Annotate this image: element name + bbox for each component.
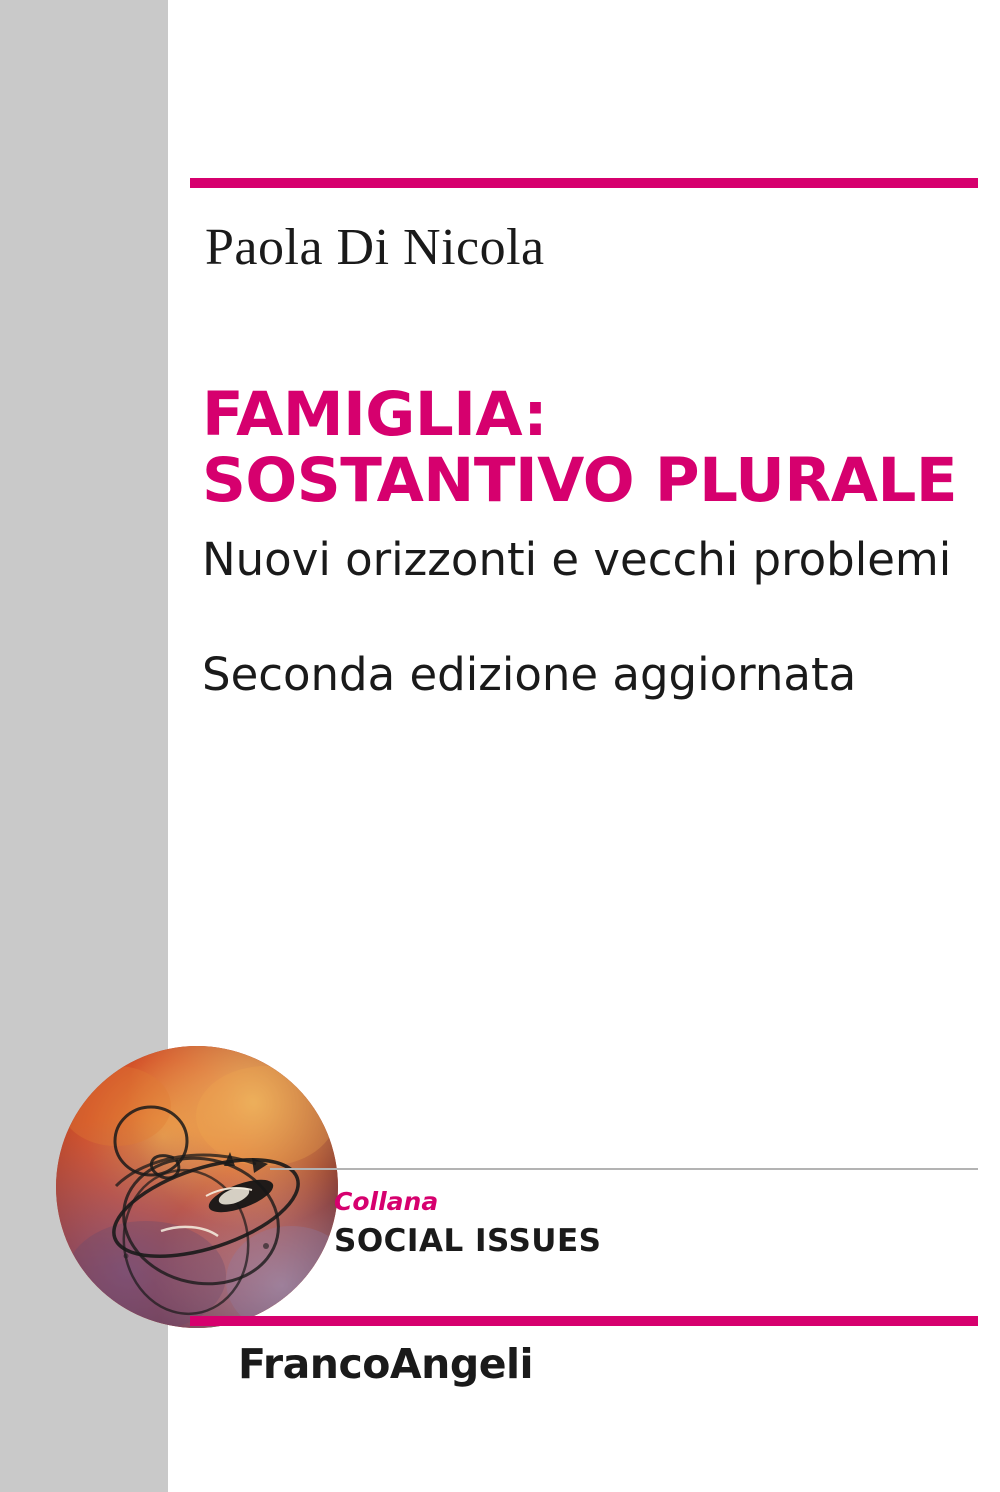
title-line-1: FAMIGLIA: xyxy=(202,379,548,450)
series-divider-rule xyxy=(270,1168,978,1170)
bottom-accent-rule xyxy=(190,1316,978,1326)
series-label: Collana xyxy=(334,1187,439,1216)
series-block xyxy=(334,1186,834,1262)
book-subtitle: Nuovi orizzonti e vecchi problemi xyxy=(202,533,952,586)
cover-artwork-circle xyxy=(56,1046,338,1328)
edition-statement: Seconda edizione aggiornata xyxy=(202,648,857,701)
top-accent-rule xyxy=(190,178,978,188)
author-name: Paola Di Nicola xyxy=(205,219,545,276)
series-name: SOCIAL ISSUES xyxy=(334,1223,602,1260)
publisher-logo: FrancoAngeli xyxy=(238,1340,534,1388)
book-title xyxy=(202,379,962,516)
abstract-planet-illustration xyxy=(56,1046,338,1328)
title-line-2: SOSTANTIVO PLURALE xyxy=(202,444,958,516)
